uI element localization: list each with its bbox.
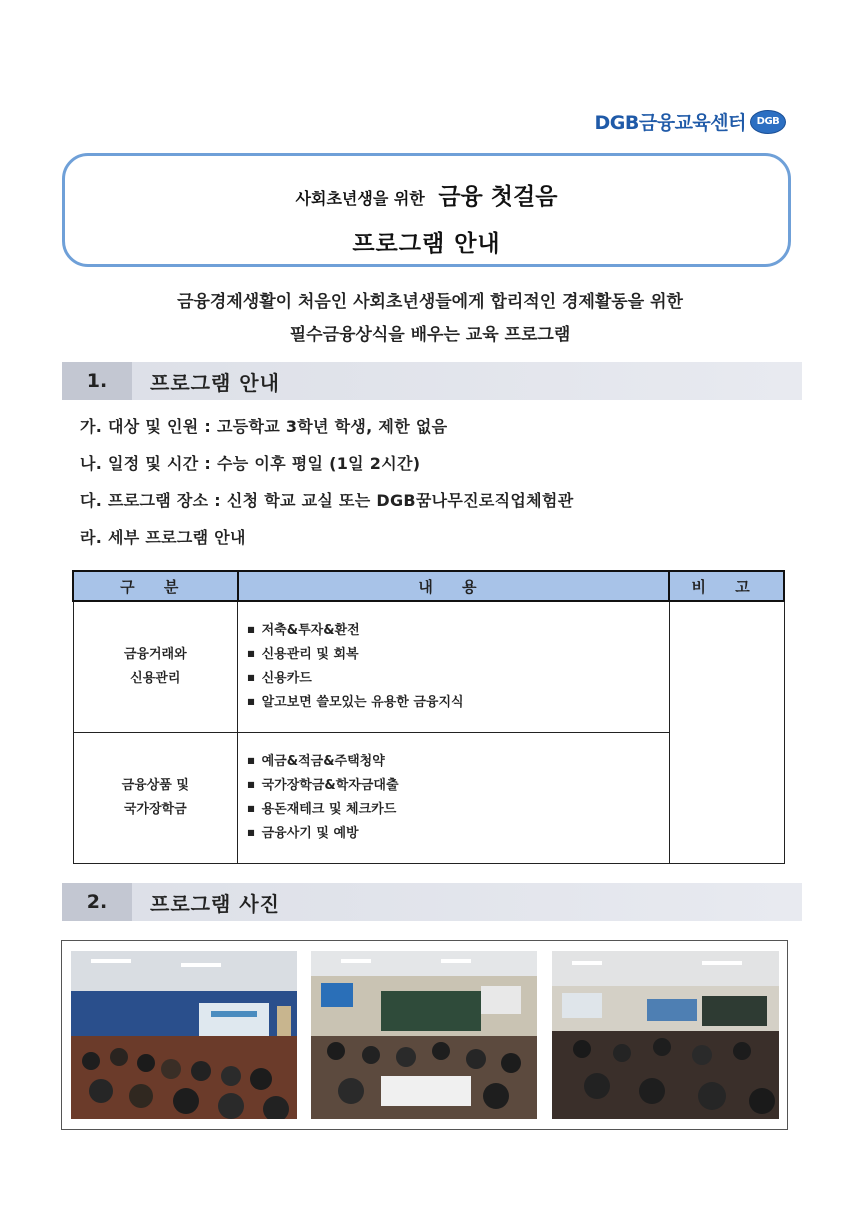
info-target: 가. 대상 및 인원 : 고등학교 3학년 학생, 제한 없음 xyxy=(80,417,448,436)
intro-line1: 금융경제생활이 처음인 사회초년생들에게 합리적인 경제활동을 위한 xyxy=(177,292,683,312)
section2-number: 2. xyxy=(86,891,108,913)
header-content: 내 용 xyxy=(238,571,670,601)
table-row xyxy=(73,601,784,733)
info-schedule: 나. 일정 및 시간 : 수능 이후 평일 (1일 2시간) xyxy=(80,454,421,473)
row1-category xyxy=(73,601,238,733)
photo-auditorium xyxy=(71,951,297,1119)
list-item: ■ 국가장학금&학자금대출 xyxy=(247,774,668,798)
intro-line2: 필수금융상식을 배우는 교육 프로그램 xyxy=(289,325,571,345)
row2-category-line1: 금융상품 및 xyxy=(121,778,189,793)
title-highlight: 금융 첫걸음 xyxy=(438,184,558,210)
section1-header xyxy=(62,362,802,400)
logo-text: DGB금융교육센터 xyxy=(594,112,746,134)
row2-category xyxy=(73,733,238,864)
page-title: 프로그램 안내 xyxy=(352,231,501,257)
photo-classroom-2 xyxy=(552,951,779,1119)
list-item: ■ 신용관리 및 회복 xyxy=(247,643,668,667)
title-box xyxy=(62,153,791,267)
header-category: 구 분 xyxy=(73,571,238,601)
program-info-list xyxy=(80,412,573,560)
info-location: 다. 프로그램 장소 : 신청 학교 교실 또는 DGB꿈나무진로직업체험관 xyxy=(80,491,574,510)
section1-title: 프로그램 안내 xyxy=(150,370,280,395)
row2-category-line2: 국가장학금 xyxy=(123,802,187,817)
list-item: ■ 저축&투자&환전 xyxy=(247,619,668,643)
photo-classroom-1 xyxy=(311,951,537,1119)
row1-contents xyxy=(238,601,670,733)
row2-contents xyxy=(238,733,670,864)
note-cell xyxy=(669,601,784,864)
info-details: 라. 세부 프로그램 안내 xyxy=(80,528,246,547)
intro-text xyxy=(0,286,860,352)
list-item: ■ 알고보면 쓸모있는 유용한 금융지식 xyxy=(247,691,668,715)
row1-category-line1: 금융거래와 xyxy=(123,647,187,662)
list-item: ■ 신용카드 xyxy=(247,667,668,691)
logo-badge-icon: DGB xyxy=(750,110,786,134)
brand-logo xyxy=(595,108,786,135)
program-table xyxy=(72,570,785,864)
title-subtitle: 사회초년생을 위한 xyxy=(295,189,425,208)
table-header-row xyxy=(73,571,784,601)
list-item: ■ 용돈재테크 및 체크카드 xyxy=(247,798,668,822)
section2-header xyxy=(62,883,802,921)
photo-gallery xyxy=(61,940,788,1130)
list-item: ■ 예금&적금&주택청약 xyxy=(247,750,668,774)
section1-number: 1. xyxy=(86,370,108,392)
header-note: 비 고 xyxy=(669,571,784,601)
section2-title: 프로그램 사진 xyxy=(150,891,280,916)
title-line1 xyxy=(65,178,788,211)
row1-category-line2: 신용관리 xyxy=(130,671,181,686)
list-item: ■ 금융사기 및 예방 xyxy=(247,822,668,846)
